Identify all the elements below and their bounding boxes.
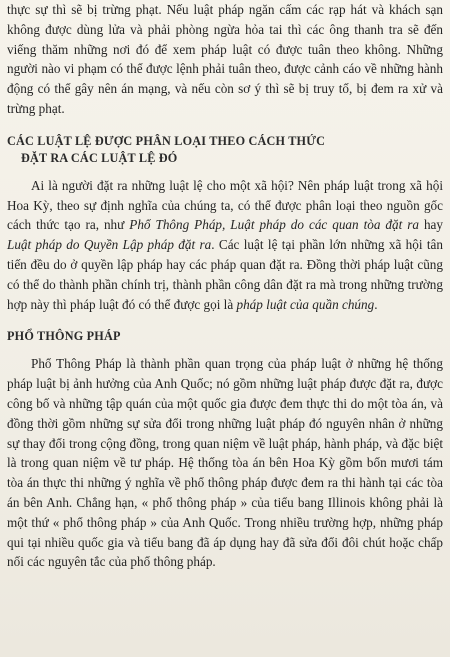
page-content [7, 0, 443, 572]
spacer [7, 345, 443, 354]
italic-term-common-law: Phổ Thông Pháp, Luật pháp do các quan tòa đặt ra [129, 217, 419, 233]
section-heading-line-2: ĐẶT RA CÁC LUẬT LỆ ĐÓ [21, 150, 178, 165]
spacer [7, 167, 443, 176]
spacer [7, 314, 443, 328]
paragraph-text: . [374, 296, 378, 312]
section-heading-law-classification [7, 133, 443, 167]
italic-term-popular-law: pháp luật của quần chúng [236, 296, 375, 312]
italic-term-legislative-law: Luật pháp do Quyền Lập pháp đặt ra [7, 237, 212, 253]
section-heading-line-1: CÁC LUẬT LỆ ĐƯỢC PHÂN LOẠI THEO CÁCH THỨC [7, 133, 326, 148]
spacer [7, 119, 443, 133]
section-heading-common-law: PHỔ THÔNG PHÁP [7, 329, 121, 344]
paragraph-text: hay [418, 217, 443, 233]
paragraph-law-sources [7, 176, 443, 315]
paragraph-text: Ai là người đặt ra những luật lệ cho một xã hội? Nên pháp luật trong xã hội Hoa Kỳ, theo sự định nghĩa của chúng ta, có thể được phân loại theo nguồn gốc cách thức tạo ra, như [7, 177, 443, 233]
paragraph-common-law: Phổ Thông Pháp là thành phần quan trọng của pháp luật ở những hệ thống pháp luật bị ảnh hưởng của Anh Quốc; nó gồm những luật pháp được đặt ra, được công bố và những tập quán của một quốc gia được đem thực thi do một tòa án, và đồng thời gồm những sự sửa đổi trong những luật pháp đó nguyên nhân ở những sự thay đổi trong cộng đồng, trong quan niệm về luật pháp, hành pháp, và đặc biệt là trong quan niệm về tư pháp. Hệ thống tòa án bên Hoa Kỳ gồm bốn mươi tám tòa án thực thi những ý nghĩa về phổ thông pháp được đem ra thi hành tại các tòa án bên Anh. Chẳng hạn, « phổ thông pháp » của tiểu bang Illinois không phải là một thứ « phổ thông pháp » của Anh Quốc. Trong nhiều trường hợp, những pháp qui tại nhiều quốc gia và tiểu bang đã áp dụng hay đã sửa đổi đôi chút hoặc chấp nối các nguyên tắc của phổ thông pháp. [7, 356, 443, 570]
paragraph-text: . Các luật lệ tại phần lớn những xã hội tân tiến đều do ở quyền lập pháp hay các pháp quan đặt ra. Đồng thời pháp luật cũng có thể do thành phần chính trị, thành phần công dân đặt ra mà trong những trường hợp này thì pháp luật đó có thể được gọi là [7, 237, 443, 312]
paragraph-penalties: thực sự thì sẽ bị trừng phạt. Nếu luật pháp ngăn cấm các rạp hát và khách sạn không được dùng lửa và phải phòng ngừa hỏa tai thì các ông thanh tra sẽ đến viếng thăm những nơi đó để xem pháp luật có được tuân theo không. Những người nào vi phạm có thể được lệnh phải tuân theo, được cảnh cáo về những hành động có thể gây nên án mạng, và nếu còn sơ ý thì sẽ bị truy tố, bị đem ra xử và trừng phạt. [7, 2, 443, 116]
